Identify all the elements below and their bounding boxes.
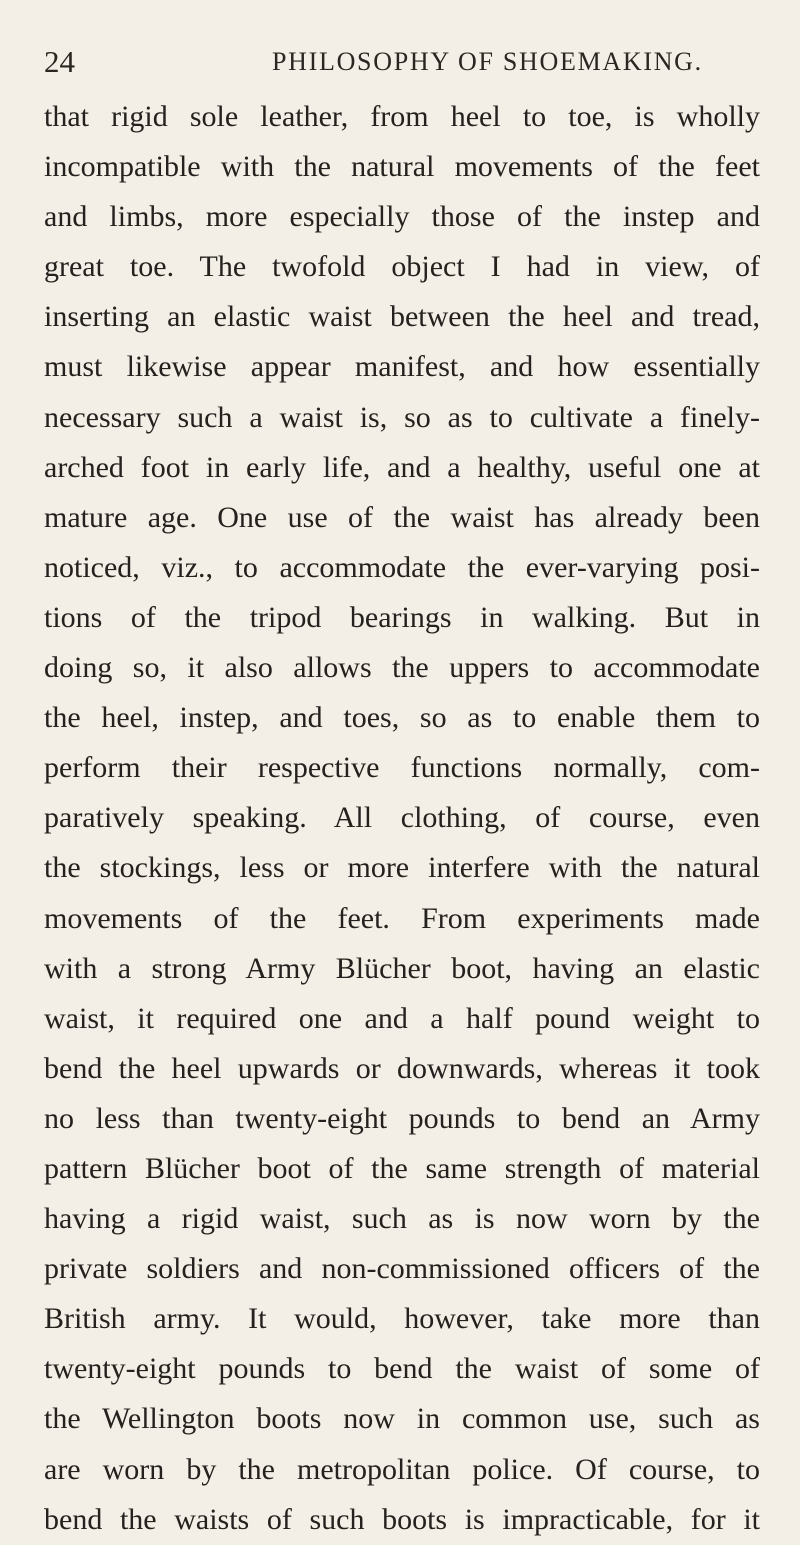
text-line: having a rigid waist, such as is now worn by the [44, 1202, 760, 1236]
page-header [44, 42, 760, 82]
text-line: that rigid sole leather, from heel to toe, is wholly [44, 100, 760, 133]
text-line: waist, it required one and a half pound weight to [44, 1001, 760, 1035]
text-line: with a strong Army Blücher boot, having an elastic [44, 951, 760, 985]
text-line: pattern Blücher boot of the same strength of material [44, 1151, 760, 1185]
text-line: are worn by the metropolitan police. Of course, to [44, 1452, 760, 1486]
text-line: the stockings, less or more interfere with the natural [44, 851, 760, 885]
text-line: the Wellington boots now in common use, such as [44, 1402, 760, 1436]
text-line: the heel, instep, and toes, so as to enable them to [44, 701, 760, 735]
running-head: PHILOSOPHY OF SHOEMAKING. [272, 47, 703, 76]
page-number: 24 [44, 44, 75, 79]
text-line: mature age. One use of the waist has already been [44, 500, 760, 534]
text-line: tions of the tripod bearings in walking. But in [44, 600, 760, 634]
text-line: twenty-eight pounds to bend the waist of some of [44, 1352, 760, 1386]
text-line: incompatible with the natural movements of the feet [44, 150, 760, 184]
text-line: noticed, viz., to accommodate the ever-varying posi- [44, 550, 760, 584]
text-line: bend the heel upwards or downwards, whereas it took [44, 1051, 760, 1085]
text-line: necessary such a waist is, so as to cultivate a finely- [44, 400, 760, 434]
text-line: perform their respective functions normally, com- [44, 751, 760, 785]
text-line: and limbs, more especially those of the instep and [44, 200, 760, 234]
text-line: British army. It would, however, take more than [44, 1302, 760, 1336]
text-line: bend the waists of such boots is impracticable, for it [44, 1502, 760, 1536]
body-text [44, 92, 760, 1545]
text-line: must likewise appear manifest, and how essentially [44, 350, 760, 384]
text-line: paratively speaking. All clothing, of course, even [44, 801, 760, 835]
text-line: great toe. The twofold object I had in view, of [44, 250, 760, 284]
text-line: doing so, it also allows the uppers to accommodate [44, 651, 760, 685]
text-line: private soldiers and non-commissioned officers of the [44, 1252, 760, 1286]
text-line: movements of the feet. From experiments made [44, 901, 760, 935]
text-line: no less than twenty-eight pounds to bend an Army [44, 1101, 760, 1135]
text-line: inserting an elastic waist between the heel and tread, [44, 300, 760, 334]
text-line: arched foot in early life, and a healthy, useful one at [44, 450, 760, 484]
